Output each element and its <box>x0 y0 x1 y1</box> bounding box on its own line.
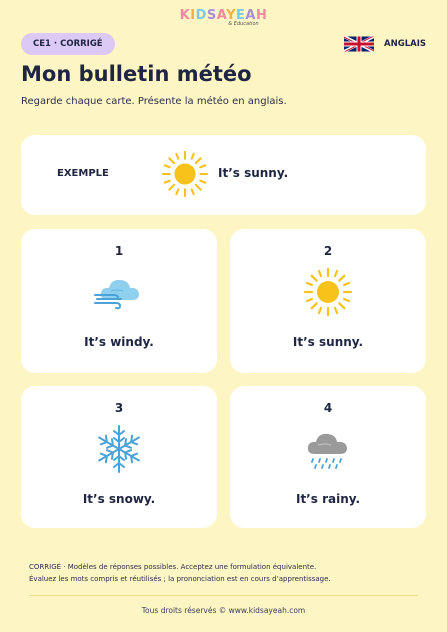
card-number: 1 <box>114 244 124 258</box>
example-card <box>21 135 426 215</box>
level-badge: CE1 · CORRIGÉ <box>21 33 115 55</box>
brand-tagline: & Education <box>228 21 259 27</box>
sun-icon <box>303 267 353 317</box>
rain-cloud-icon <box>303 424 353 474</box>
card-number: 2 <box>323 244 333 258</box>
logo-letter: K <box>179 8 191 23</box>
brand-logo <box>0 8 447 27</box>
snowflake-icon <box>94 424 144 474</box>
footer-divider <box>29 595 418 596</box>
logo-letter: D <box>195 8 207 23</box>
weather-card-1 <box>21 229 217 373</box>
windy-cloud-icon <box>94 267 144 317</box>
logo-letter: A <box>216 8 227 23</box>
example-answer: It’s sunny. <box>218 166 289 180</box>
language-indicator <box>344 36 426 52</box>
logo-letter: S <box>206 8 217 23</box>
teacher-note <box>29 561 331 585</box>
teacher-note-line-1: CORRIGÉ · Modèles de réponses possibles. Acceptez une formulation équivalente. <box>29 563 317 571</box>
logo-letter: Y <box>226 8 236 23</box>
weather-card-2 <box>230 229 426 373</box>
logo-letter: A <box>245 8 256 23</box>
instruction-text: Regarde chaque carte. Présente la météo en anglais. <box>21 96 287 107</box>
logo-letter: E <box>236 8 246 23</box>
uk-flag-icon <box>344 36 374 52</box>
page-title: Mon bulletin météo <box>21 62 252 86</box>
card-answer: It’s rainy. <box>295 492 361 506</box>
card-answer: It’s sunny. <box>292 335 364 349</box>
card-number: 4 <box>323 401 333 415</box>
language-label: ANGLAIS <box>384 39 426 49</box>
card-answer: It’s snowy. <box>82 492 156 506</box>
card-answer: It’s windy. <box>84 335 154 349</box>
logo-letter: H <box>255 8 268 23</box>
card-number: 3 <box>114 401 124 415</box>
teacher-note-line-2: Évaluez les mots compris et réutilisés ; la prononciation est en cours d’apprentissage. <box>29 575 331 583</box>
sun-icon <box>161 150 209 198</box>
copyright-footer[interactable]: Tous droits réservés © www.kidsayeah.com <box>141 606 306 615</box>
weather-card-4 <box>230 386 426 528</box>
logo-letter: I <box>190 8 196 23</box>
example-label: EXEMPLE <box>57 168 109 179</box>
weather-card-3 <box>21 386 217 528</box>
